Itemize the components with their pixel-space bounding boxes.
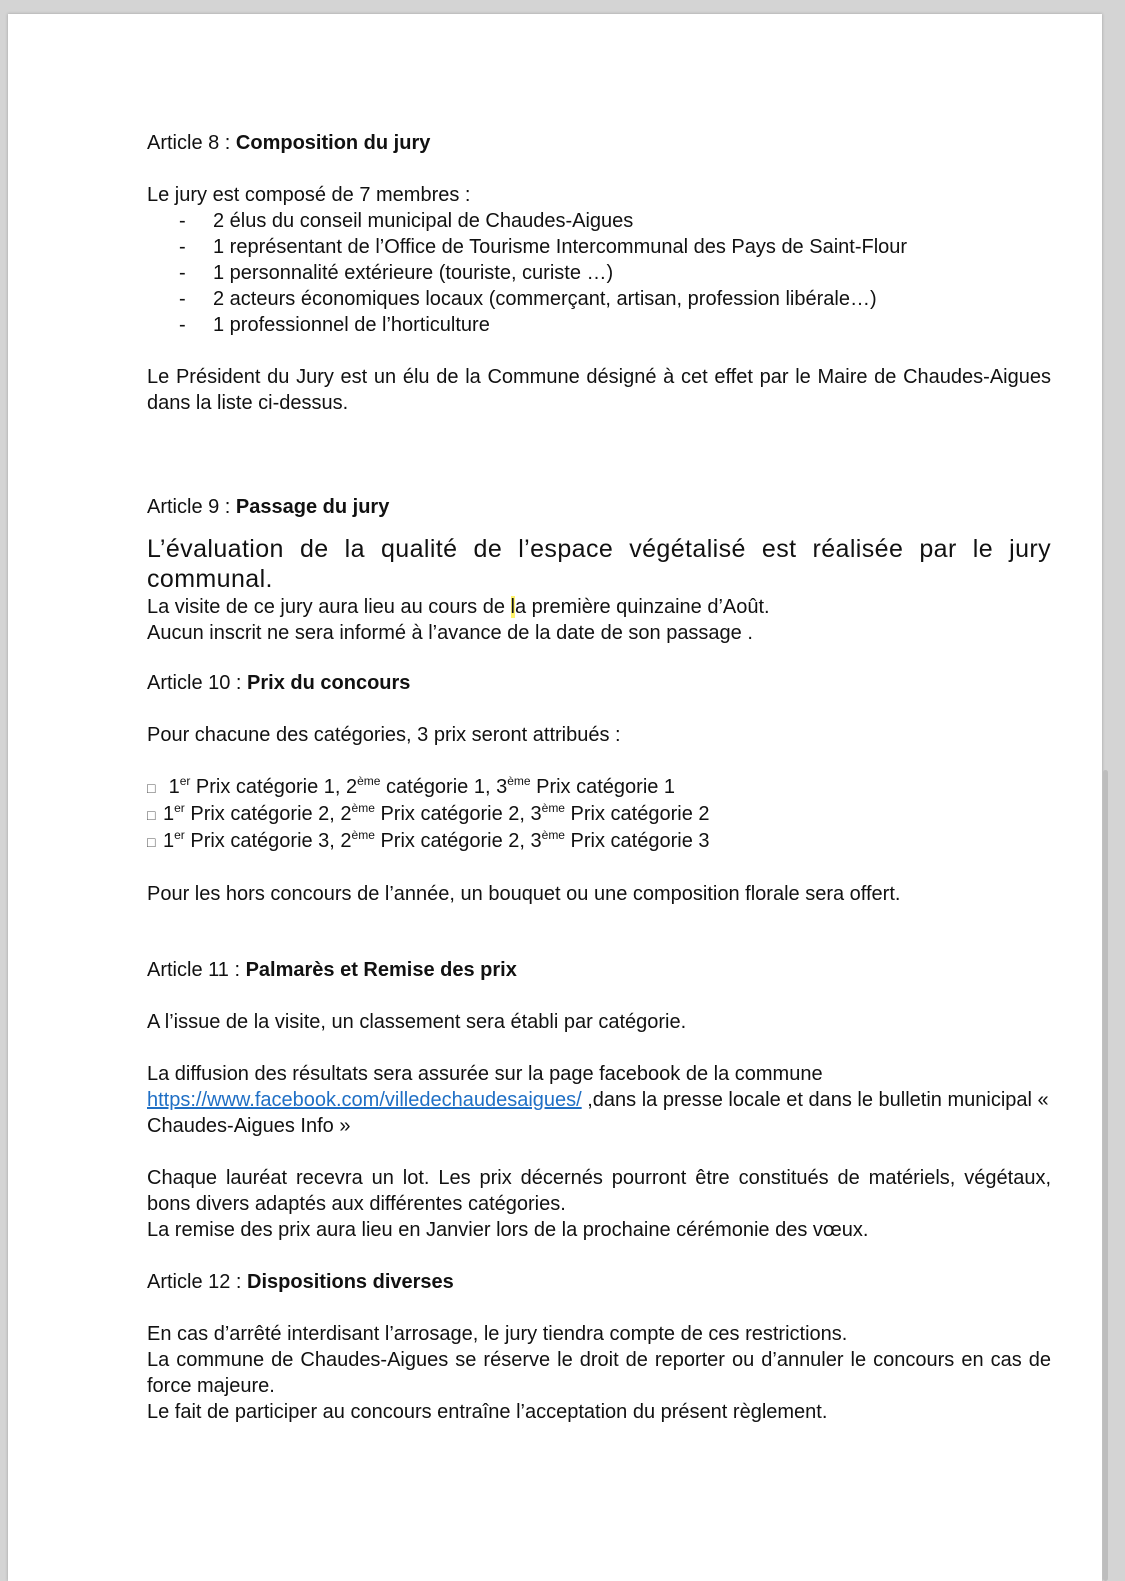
prize-text: Prix catégorie 2, xyxy=(374,803,531,825)
prize-rank: 3 xyxy=(530,830,542,852)
article-11-heading xyxy=(147,957,1051,983)
article-9-notice: Aucun inscrit ne sera informé à l’avance de la date de son passage . xyxy=(147,622,753,644)
jury-members-list xyxy=(147,208,1051,338)
article-10-hors-concours: Pour les hors concours de l’année, un bouquet ou une composition florale sera offert. xyxy=(147,883,901,905)
prize-list xyxy=(147,774,1051,855)
ordinal-suffix: ème xyxy=(351,828,375,842)
vertical-scrollbar[interactable] xyxy=(1103,770,1108,1581)
article-8-intro: Le jury est composé de 7 membres : xyxy=(147,184,471,206)
article-9-label: Article 9 : xyxy=(147,496,236,518)
article-8-title: Composition du jury xyxy=(235,132,431,154)
article-9-evaluation: L’évaluation de la qualité de l’espace végétalisé est réalisée par le jury communal. xyxy=(147,535,1051,593)
article-11-diffusion-line: La diffusion des résultats sera assurée sur la page facebook de la commune xyxy=(147,1063,823,1085)
article-10-label: Article 10 : xyxy=(147,672,248,694)
article-11-remise: La remise des prix aura lieu en Janvier lors de la prochaine cérémonie des vœux. xyxy=(147,1219,869,1241)
prize-text: Prix catégorie 1, xyxy=(190,776,346,798)
ordinal-suffix: er xyxy=(174,828,185,842)
ordinal-suffix: ème xyxy=(541,801,565,815)
diffusion-text: ,dans la presse locale et dans le bulletin municipal « Chaudes-Aigues Info » xyxy=(147,1089,1049,1137)
prize-line xyxy=(147,801,1051,828)
article-10-intro: Pour chacune des catégories, 3 prix seront attribués : xyxy=(147,724,621,746)
article-12-heading xyxy=(147,1269,1051,1295)
prize-rank: 2 xyxy=(340,803,352,825)
list-item: - 1 professionnel de l’horticulture xyxy=(147,312,1051,338)
highlighted-text: l xyxy=(510,596,515,618)
article-11-title: Palmarès et Remise des prix xyxy=(245,959,517,981)
checkbox-glyph-icon: □ xyxy=(147,780,156,796)
checkbox-glyph-icon: □ xyxy=(147,807,156,823)
prize-text: Prix catégorie 2 xyxy=(564,803,710,825)
article-12-reserve: La commune de Chaudes-Aigues se réserve le droit de reporter ou d’annuler le concours en cas de force majeure. xyxy=(147,1349,1051,1397)
visit-text-after: a première quinzaine d’Août. xyxy=(515,596,770,618)
ordinal-suffix: ème xyxy=(507,774,531,788)
document-page xyxy=(8,14,1102,1581)
article-9-title: Passage du jury xyxy=(235,496,390,518)
article-11-diffusion xyxy=(147,1087,1051,1139)
article-8-label: Article 8 : xyxy=(147,132,236,154)
ordinal-suffix: er xyxy=(179,774,191,788)
document-content xyxy=(147,130,1051,1425)
article-12-label: Article 12 : xyxy=(147,1271,248,1293)
article-10-heading xyxy=(147,670,1051,696)
ordinal-suffix: er xyxy=(174,801,185,815)
ordinal-suffix: ème xyxy=(357,774,381,788)
article-12-title: Dispositions diverses xyxy=(247,1271,454,1293)
article-11-lot: Chaque lauréat recevra un lot. Les prix décernés pourront être constitués de matériels, végétaux, bons divers adaptés aux différentes catégories. xyxy=(147,1167,1051,1215)
list-item: - 1 personnalité extérieure (touriste, curiste …) xyxy=(147,260,1051,286)
list-item: - 2 élus du conseil municipal de Chaudes-Aigues xyxy=(147,208,1051,234)
list-item: - 2 acteurs économiques locaux (commerçant, artisan, profession libérale…) xyxy=(147,286,1051,312)
article-9-visit xyxy=(147,594,1051,620)
article-11-label: Article 11 : xyxy=(147,959,246,981)
prize-rank: 3 xyxy=(530,803,542,825)
prize-rank: 2 xyxy=(340,830,352,852)
article-8-president: Le Président du Jury est un élu de la Commune désigné à cet effet par le Maire de Chaudes-Aigues dans la liste ci-dessus. xyxy=(147,366,1051,414)
prize-rank: 1 xyxy=(168,776,180,798)
article-9-heading xyxy=(147,494,1051,520)
prize-line xyxy=(147,774,1051,801)
prize-rank: 1 xyxy=(163,803,175,825)
prize-line xyxy=(147,828,1051,855)
list-item: - 1 représentant de l’Office de Tourisme Intercommunal des Pays de Saint-Flour xyxy=(147,234,1051,260)
checkbox-glyph-icon: □ xyxy=(147,834,156,850)
prize-rank: 1 xyxy=(163,830,175,852)
article-11-classement: A l’issue de la visite, un classement sera établi par catégorie. xyxy=(147,1011,687,1033)
visit-text-before: La visite de ce jury aura lieu au cours de xyxy=(147,596,511,618)
prize-text: catégorie 1, xyxy=(380,776,497,798)
article-12-arrosage: En cas d’arrêté interdisant l’arrosage, le jury tiendra compte de ces restrictions. xyxy=(147,1323,848,1345)
prize-rank: 3 xyxy=(496,776,508,798)
prize-rank: 2 xyxy=(345,776,358,798)
prize-text: Prix catégorie 2, xyxy=(374,830,531,852)
prize-text: Prix catégorie 2, xyxy=(184,803,341,825)
facebook-link[interactable]: https://www.facebook.com/villedechaudesaigues/ xyxy=(147,1089,582,1111)
article-8-heading xyxy=(147,130,1051,156)
prize-text: Prix catégorie 3, xyxy=(184,830,341,852)
prize-text: Prix catégorie 1 xyxy=(530,776,676,798)
article-10-title: Prix du concours xyxy=(247,672,411,694)
ordinal-suffix: ème xyxy=(351,801,375,815)
ordinal-suffix: ème xyxy=(541,828,565,842)
prize-text: Prix catégorie 3 xyxy=(564,830,710,852)
article-12-acceptation: Le fait de participer au concours entraîne l’acceptation du présent règlement. xyxy=(147,1401,828,1423)
